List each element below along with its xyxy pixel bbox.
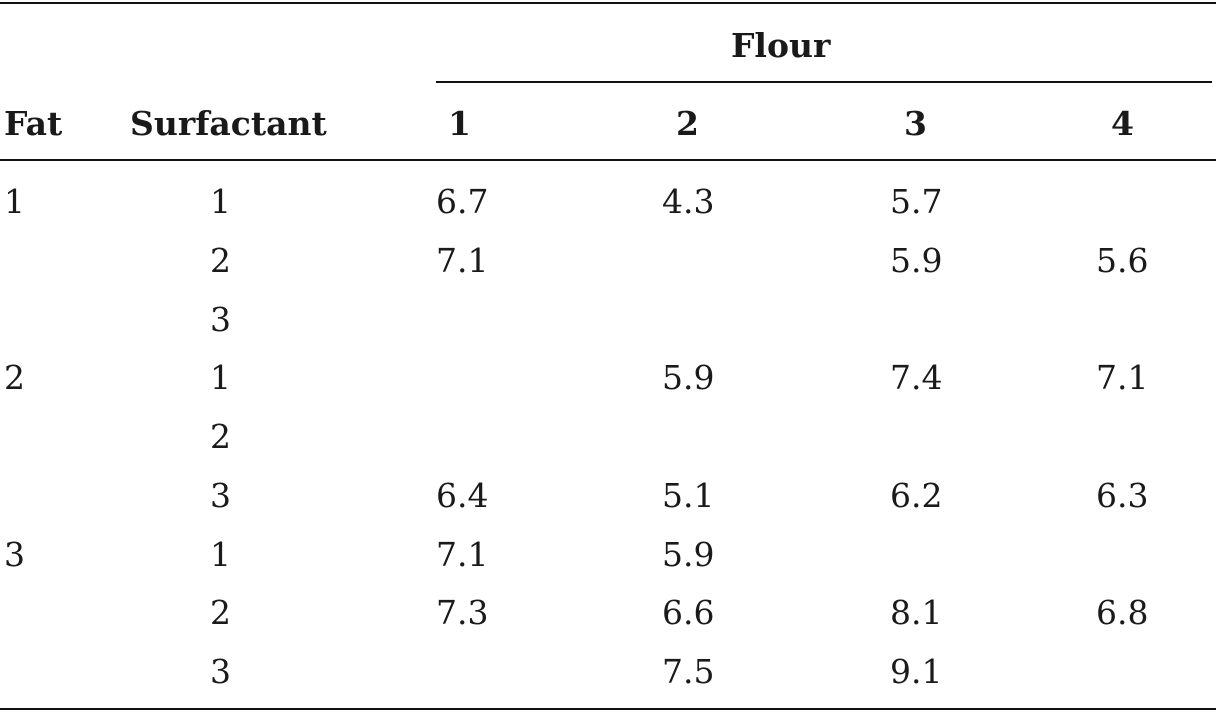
flour-4-cell: 5.6: [1096, 241, 1149, 280]
surfactant-cell: 2: [210, 593, 231, 632]
surfactant-cell: 3: [210, 652, 231, 691]
flour-group-header: Flour: [731, 26, 831, 65]
surfactant-cell: 1: [210, 358, 231, 397]
flour-2-cell: 5.9: [662, 358, 715, 397]
surfactant-cell: 1: [210, 182, 231, 221]
surfactant-cell: 2: [210, 417, 231, 456]
fat-cell: 3: [4, 535, 25, 574]
flour-4-cell: 6.3: [1096, 476, 1149, 515]
flour-3-cell: 5.9: [890, 241, 943, 280]
flour-2-cell: 7.5: [662, 652, 715, 691]
header-rule: [0, 159, 1216, 161]
flour-1-header: 1: [448, 104, 471, 143]
flour-3-cell: 8.1: [890, 593, 943, 632]
surfactant-cell: 1: [210, 535, 231, 574]
flour-group-rule: [436, 81, 1212, 83]
surfactant-column-header: Surfactant: [130, 104, 327, 143]
flour-4-header: 4: [1111, 104, 1134, 143]
flour-4-cell: 7.1: [1096, 358, 1149, 397]
fat-cell: 1: [4, 182, 25, 221]
flour-1-cell: 6.7: [436, 182, 489, 221]
flour-3-header: 3: [904, 104, 927, 143]
flour-2-cell: 5.9: [662, 535, 715, 574]
flour-3-cell: 9.1: [890, 652, 943, 691]
flour-2-header: 2: [676, 104, 699, 143]
fat-column-header: Fat: [4, 104, 63, 143]
surfactant-cell: 3: [210, 300, 231, 339]
flour-4-cell: 6.8: [1096, 593, 1149, 632]
flour-3-cell: 7.4: [890, 358, 943, 397]
flour-2-cell: 5.1: [662, 476, 715, 515]
flour-1-cell: 7.1: [436, 535, 489, 574]
flour-2-cell: 4.3: [662, 182, 715, 221]
flour-2-cell: 6.6: [662, 593, 715, 632]
flour-3-cell: 6.2: [890, 476, 943, 515]
surfactant-cell: 2: [210, 241, 231, 280]
bottom-rule: [0, 708, 1216, 710]
flour-1-cell: 7.1: [436, 241, 489, 280]
flour-1-cell: 6.4: [436, 476, 489, 515]
top-rule: [0, 2, 1216, 4]
flour-1-cell: 7.3: [436, 593, 489, 632]
fat-cell: 2: [4, 358, 25, 397]
surfactant-cell: 3: [210, 476, 231, 515]
flour-3-cell: 5.7: [890, 182, 943, 221]
